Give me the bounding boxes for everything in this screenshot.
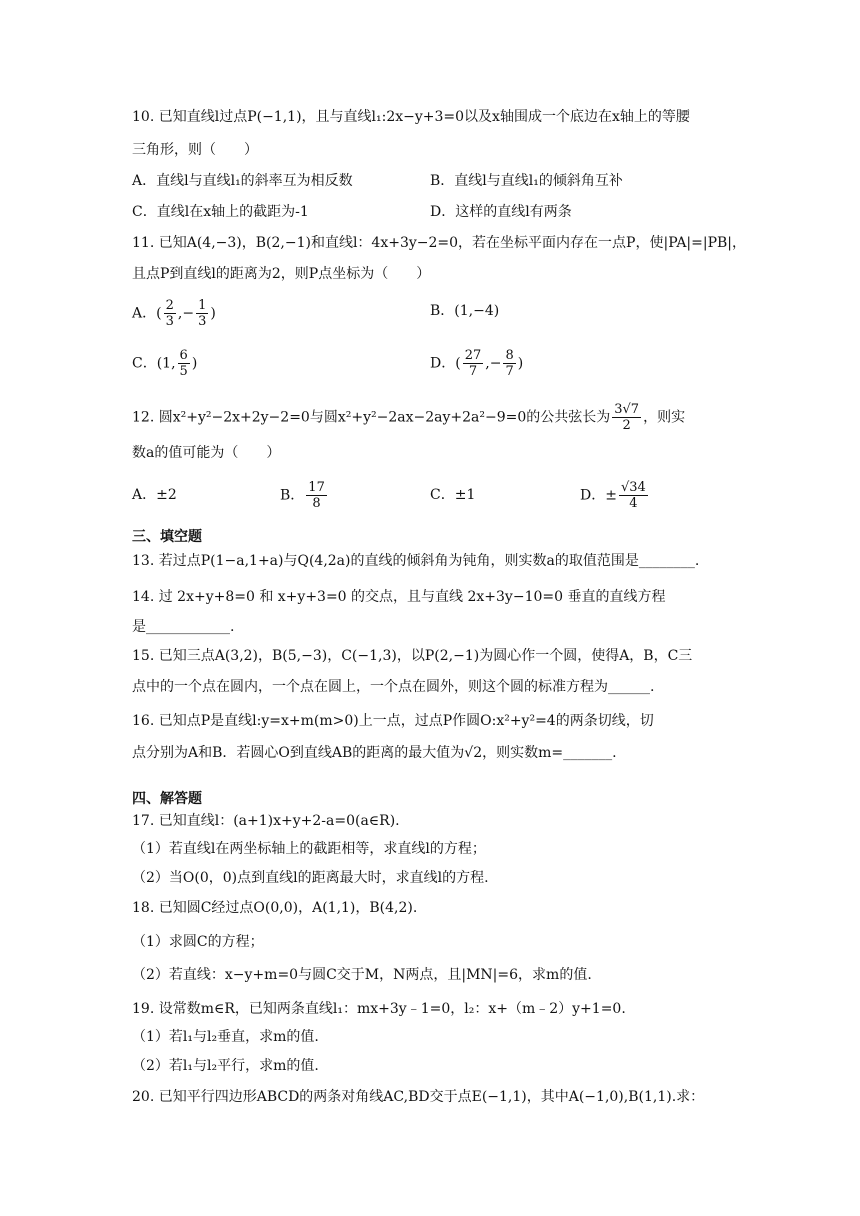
q12-option-c: C．±1 <box>430 487 476 503</box>
q11-option-d-label: D． <box>430 355 456 372</box>
q10-option-c: C．直线l在x轴上的截距为-1 <box>132 204 309 220</box>
q11-option-a <box>132 298 216 329</box>
q10-option-d: D．这样的直线l有两条 <box>430 204 572 220</box>
q11-d-pre: ( <box>455 355 461 372</box>
q11-d-post: ) <box>517 355 524 372</box>
q11-d-frac1 <box>463 348 484 379</box>
q12-chord-frac-den: 2 <box>622 418 631 433</box>
q12-option-a: A．±2 <box>132 487 177 503</box>
section-fill-in-heading: 三、填空题 <box>132 529 202 545</box>
section-answer-heading: 四、解答题 <box>132 791 202 807</box>
q12-option-d-label: D．± <box>580 487 617 504</box>
q13-stem: 13. 若过点P(1−a,1+a)与Q(4,2a)的直线的倾斜角为钝角，则实数a的取值范围是________. <box>132 553 700 569</box>
q11-c-pre: (1, <box>156 355 176 372</box>
q12-stem-line2: 数a的值可能为（ ） <box>132 445 281 461</box>
q12-d-frac <box>619 480 648 511</box>
q11-d-frac2-num: 8 <box>505 348 514 363</box>
q10-option-b: B．直线l与直线l₁的倾斜角互补 <box>430 173 623 189</box>
q12-chord-frac-num: 3√7 <box>614 402 640 417</box>
q18-stem: 18. 已知圆C经过点O(0,0)，A(1,1)，B(4,2). <box>132 900 418 916</box>
q11-stem-line2: 且点P到直线l的距离为2，则P点坐标为（ ） <box>132 266 431 282</box>
q19-part1: （1）若l₁与l₂垂直，求m的值. <box>132 1029 319 1045</box>
q12-option-b-label: B． <box>280 487 305 504</box>
q11-a-frac1-num: 2 <box>165 298 174 313</box>
q11-a-pre: ( <box>156 305 162 322</box>
q11-a-frac1-den: 3 <box>165 314 174 329</box>
q12-b-frac <box>306 480 327 511</box>
q11-c-post: ) <box>191 355 198 372</box>
q11-stem-line1: 11. 已知A(4,−3)，B(2,−1)和直线l：4x+3y−2=0，若在坐标平面内存在一点P，使|PA|=|PB|， <box>132 235 747 251</box>
q15-stem-line1: 15. 已知三点A(3,2)，B(5,−3)，C(−1,3)，以P(2,−1)为圆心作一个圆，使得A，B，C三 <box>132 648 693 664</box>
q11-a-post: ) <box>210 305 216 322</box>
q15-stem-line2: 点中的一个点在圆内，一个点在圆上，一个点在圆外，则这个圆的标准方程为______. <box>132 679 655 695</box>
q16-stem-line2: 点分别为A和B．若圆心O到直线AB的距离的最大值为√2，则实数m=_______. <box>132 745 617 761</box>
q11-option-b: B．(1,−4) <box>430 303 500 319</box>
q11-option-d <box>430 348 523 379</box>
q14-stem-line2: 是____________. <box>132 619 235 635</box>
q11-d-frac2-den: 7 <box>505 364 514 379</box>
q12-d-frac-den: 4 <box>629 496 638 511</box>
q11-c-frac-den: 5 <box>179 364 188 379</box>
q19-part2: （2）若l₁与l₂平行，求m的值. <box>132 1058 319 1074</box>
q12-b-frac-den: 8 <box>312 496 321 511</box>
q12-chord-frac <box>612 402 641 433</box>
q18-part2: （2）若直线：x−y+m=0与圆C交于M，N两点，且|MN|=6，求m的值. <box>132 967 592 983</box>
q12-stem-pre: 12. 圆x²+y²−2x+2y−2=0与圆x²+y²−2ax−2ay+2a²−9=0的公共弦长为 <box>132 409 611 426</box>
q11-d-frac2 <box>503 348 515 379</box>
q11-option-c-label: C． <box>132 355 157 372</box>
q11-a-frac2 <box>196 298 208 329</box>
q11-d-mid: ,− <box>485 355 502 372</box>
q11-d-frac1-num: 27 <box>464 348 482 363</box>
q17-part1: （1）若直线l在两坐标轴上的截距相等，求直线l的方程； <box>132 841 486 857</box>
q11-a-frac1 <box>164 298 176 329</box>
q10-stem-line2: 三角形，则（ ） <box>132 142 258 158</box>
q18-part1: （1）求圆C的方程； <box>132 934 264 950</box>
q11-a-frac2-num: 1 <box>198 298 207 313</box>
q14-stem-line1: 14. 过 2x+y+8=0 和 x+y+3=0 的交点，且与直线 2x+3y−10=0 垂直的直线方程 <box>132 589 666 605</box>
q10-stem-line1: 10. 已知直线l过点P(−1,1)，且与直线l₁:2x−y+3=0以及x轴围成一个底边在x轴上的等腰 <box>132 109 690 125</box>
q19-stem: 19. 设常数m∈R，已知两条直线l₁：mx+3y﹣1=0，l₂：x+（m﹣2）y+1=0. <box>132 1001 626 1017</box>
q17-part2: （2）当O(0，0)点到直线l的距离最大时，求直线l的方程. <box>132 870 489 886</box>
q11-a-frac2-den: 3 <box>198 314 207 329</box>
q11-a-mid: ,− <box>177 305 195 322</box>
q16-stem-line1: 16. 已知点P是直线l:y=x+m(m>0)上一点，过点P作圆O:x²+y²=4的两条切线，切 <box>132 713 654 729</box>
q12-option-b <box>280 480 329 511</box>
q12-option-d <box>580 480 650 511</box>
q11-d-frac1-den: 7 <box>468 364 478 379</box>
q11-option-c <box>132 348 197 379</box>
q11-c-frac-num: 6 <box>179 348 188 363</box>
q12-d-frac-num: √34 <box>620 480 646 495</box>
q11-option-a-label: A． <box>132 305 157 322</box>
q11-c-frac <box>178 348 190 379</box>
q12-stem-line1 <box>132 402 685 433</box>
q10-option-a: A．直线l与直线l₁的斜率互为相反数 <box>132 173 353 189</box>
q20-stem: 20. 已知平行四边形ABCD的两条对角线AC,BD交于点E(−1,1)，其中A(−1,0),B(1,1).求： <box>132 1089 705 1105</box>
q12-b-frac-num: 17 <box>308 480 325 495</box>
q17-stem: 17. 已知直线l：(a+1)x+y+2-a=0(a∈R). <box>132 813 400 829</box>
q12-stem-post: ，则实 <box>643 409 686 426</box>
